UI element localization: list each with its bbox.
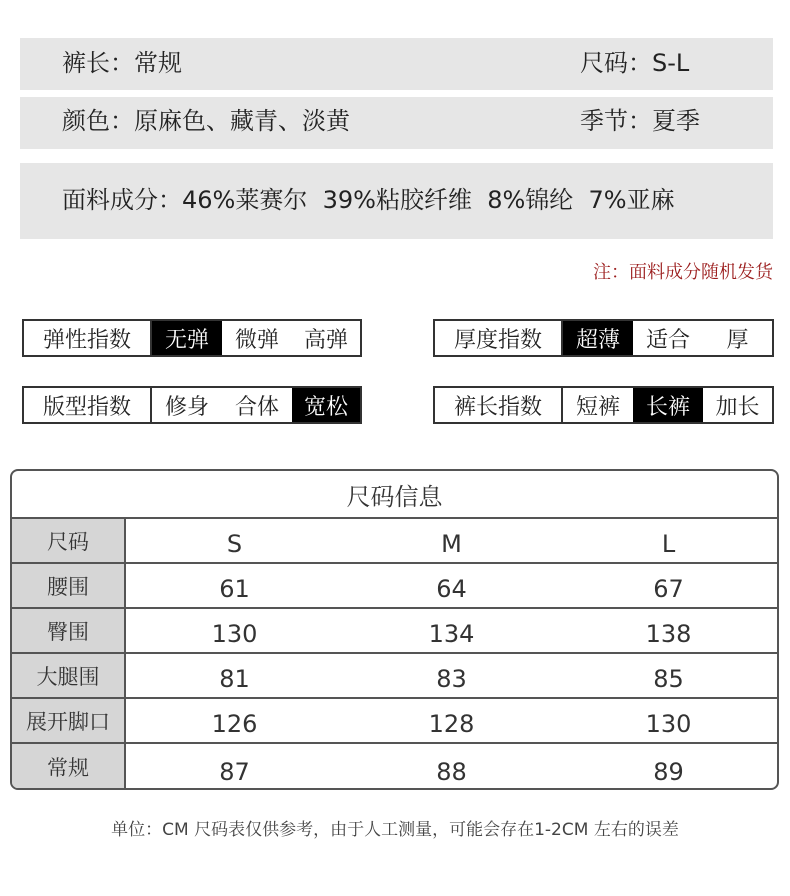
table-row [12, 654, 777, 699]
thickness-index-label: 厚度指数 [435, 321, 563, 355]
fit-index [22, 386, 362, 424]
table-cell: 130 [211, 620, 258, 648]
thickness-option: 超薄 [563, 321, 633, 355]
table-cell: 61 [219, 575, 250, 603]
season-attr: 季节：夏季 [580, 107, 700, 135]
pant-length-index [433, 386, 774, 424]
table-row [12, 699, 777, 744]
size-header-cell: M [441, 530, 462, 558]
length-attr: 裤长：常规 [62, 49, 182, 77]
table-cell: 130 [645, 710, 692, 738]
row-label: 大腿围 [12, 654, 126, 697]
table-row [12, 744, 777, 790]
table-cell: 138 [645, 620, 692, 648]
thickness-option: 厚 [726, 327, 749, 353]
pant-length-option: 长裤 [633, 388, 703, 422]
table-cell: 81 [219, 665, 250, 693]
row-label: 尺码 [12, 519, 126, 562]
table-cell: 134 [428, 620, 475, 648]
measurement-footnote: 单位：CM 尺码表仅供参考，由于人工测量，可能会存在1-2CM 左右的误差 [111, 820, 679, 840]
color-attr: 颜色：原麻色、藏青、淡黄 [62, 107, 350, 135]
table-cell: 87 [219, 758, 250, 786]
fit-option: 修身 [164, 394, 209, 420]
size-table-title: 尺码信息 [12, 471, 777, 519]
elasticity-index [22, 319, 362, 357]
pant-length-index-label: 裤长指数 [435, 388, 563, 422]
size-attr: 尺码：S-L [580, 49, 690, 77]
row-label: 腰围 [12, 564, 126, 607]
size-header-cell: S [226, 530, 243, 558]
elasticity-index-label: 弹性指数 [24, 321, 152, 355]
fit-index-label: 版型指数 [24, 388, 152, 422]
table-cell: 85 [653, 665, 684, 693]
size-table [10, 469, 779, 790]
thickness-index [433, 319, 774, 357]
table-cell: 64 [436, 575, 467, 603]
elasticity-option: 无弹 [152, 321, 222, 355]
row-label: 展开脚口 [12, 699, 126, 742]
fabric-note: 注：面料成分随机发货 [593, 262, 773, 283]
table-row [12, 609, 777, 654]
pant-length-option: 加长 [715, 394, 760, 420]
pant-length-option: 短裤 [575, 394, 620, 420]
fabric-attr: 面料成分：46%莱赛尔 39%粘胶纤维 8%锦纶 7%亚麻 [62, 186, 675, 214]
row-label: 臀围 [12, 609, 126, 652]
table-cell: 88 [436, 758, 467, 786]
thickness-option: 适合 [645, 327, 690, 353]
elasticity-option: 高弹 [303, 327, 348, 353]
table-cell: 83 [436, 665, 467, 693]
table-cell: 128 [428, 710, 475, 738]
table-row [12, 564, 777, 609]
table-cell: 67 [653, 575, 684, 603]
table-cell: 89 [653, 758, 684, 786]
row-label: 常规 [12, 744, 126, 790]
fit-option: 合体 [234, 394, 279, 420]
size-header-cell: L [661, 530, 676, 558]
elasticity-option: 微弹 [234, 327, 279, 353]
table-cell: 126 [211, 710, 258, 738]
fit-option: 宽松 [292, 388, 360, 422]
table-header-row [12, 519, 777, 564]
